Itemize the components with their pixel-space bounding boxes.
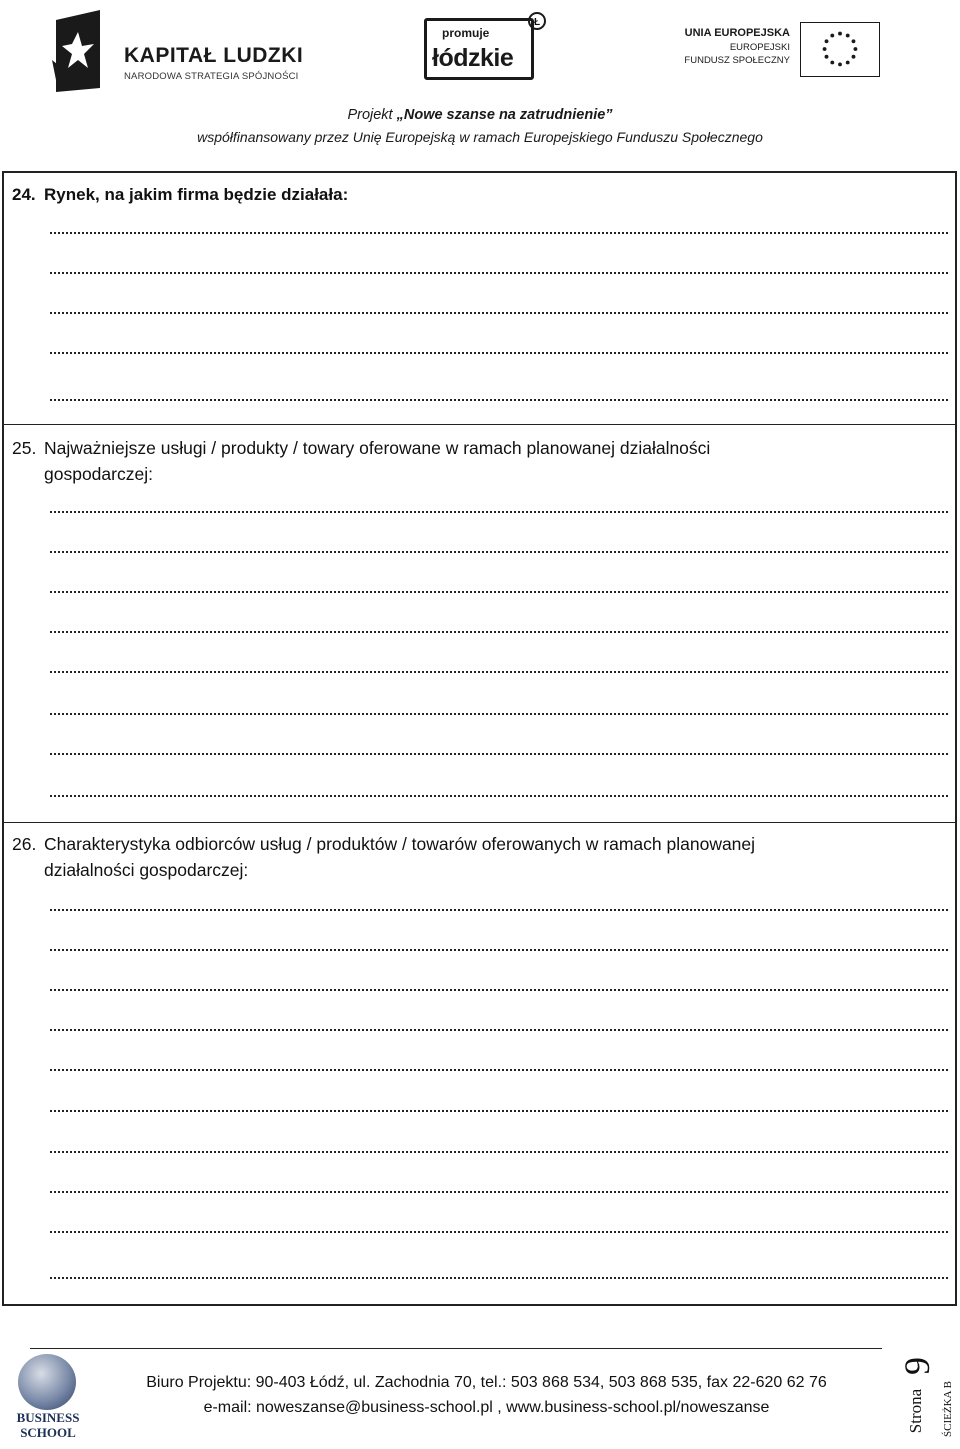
question-24-text: Rynek, na jakim firma będzie działała: — [44, 185, 349, 204]
answer-line[interactable] — [50, 270, 948, 274]
kapital-ludzki-title: KAPITAŁ LUDZKI — [124, 44, 304, 67]
answer-line[interactable] — [50, 230, 948, 234]
question-26-text: Charakterystyka odbiorców usług / produktów / towarów oferowanych w ramach planowanej — [44, 834, 756, 854]
path-label: ŚCIEŻKA B — [941, 1381, 954, 1437]
page-label: Strona — [906, 1388, 926, 1434]
kapital-ludzki-logo — [52, 10, 322, 92]
question-24-title — [12, 182, 935, 208]
answer-line[interactable] — [50, 549, 948, 553]
project-name: „Nowe szanse na zatrudnienie” — [396, 107, 613, 123]
business-school-logo-line1: BUSINESS — [16, 1410, 80, 1425]
project-title-line — [0, 107, 960, 123]
lodzkie-logo-name: łódzkie — [432, 44, 514, 72]
eu-logo — [680, 22, 886, 78]
eu-logo-line2: EUROPEJSKI — [729, 42, 790, 53]
business-school-logo — [12, 1354, 84, 1442]
answer-line[interactable] — [50, 350, 948, 354]
answer-line[interactable] — [50, 907, 948, 911]
footer-divider — [30, 1348, 882, 1349]
answer-line[interactable] — [50, 1067, 948, 1071]
footer-address: Biuro Projektu: 90-403 Łódź, ul. Zachodnia 70, tel.: 503 868 534, 503 868 535, fax 22-620 62 76 — [146, 1374, 827, 1391]
question-26-text-continued: działalności gospodarczej: — [44, 860, 249, 880]
question-24-number: 24. — [12, 185, 36, 204]
promuje-lodzkie-logo — [424, 12, 548, 82]
answer-line[interactable] — [50, 947, 948, 951]
question-25-number: 25. — [12, 438, 37, 458]
answer-line[interactable] — [50, 1108, 948, 1112]
eu-logo-line3: FUNDUSZ SPOŁECZNY — [684, 55, 790, 66]
question-25-text-continued: gospodarczej: — [44, 464, 153, 484]
answer-line[interactable] — [50, 711, 948, 715]
globe-icon — [18, 1354, 76, 1410]
footer-contact: e-mail: noweszanse@business-school.pl , www.business-school.pl/noweszanse — [203, 1399, 770, 1416]
question-26-title — [12, 831, 935, 883]
cofunding-line: współfinansowany przez Unię Europejską w ramach Europejskiego Funduszu Społecznego — [197, 129, 763, 145]
answer-line[interactable] — [50, 509, 948, 513]
answer-line[interactable] — [50, 629, 948, 633]
answer-line[interactable] — [50, 1229, 948, 1233]
question-26-number: 26. — [12, 834, 37, 854]
form-table — [2, 171, 957, 1306]
question-26-section — [4, 823, 955, 1304]
question-25-section — [4, 425, 955, 823]
answer-line[interactable] — [50, 1275, 948, 1279]
answer-line[interactable] — [50, 1149, 948, 1153]
lodzkie-logo-promuje: promuje — [442, 26, 490, 40]
business-school-logo-line2: SCHOOL — [20, 1425, 76, 1440]
project-prefix: Projekt — [347, 107, 397, 123]
eu-flag-icon — [800, 22, 880, 77]
page-side-label — [897, 1345, 958, 1445]
answer-line[interactable] — [50, 310, 948, 314]
page-number: 9 — [897, 1357, 937, 1375]
eu-logo-line1: UNIA EUROPEJSKA — [684, 27, 790, 39]
answer-line[interactable] — [50, 589, 948, 593]
question-24-section — [4, 173, 955, 425]
answer-line[interactable] — [50, 793, 948, 797]
answer-line[interactable] — [50, 1027, 948, 1031]
kapital-ludzki-subtitle: NARODOWA STRATEGIA SPÓJNOŚCI — [124, 71, 299, 82]
answer-line[interactable] — [50, 987, 948, 991]
kapital-ludzki-emblem-icon — [52, 10, 104, 92]
answer-line[interactable] — [50, 1189, 948, 1193]
lodzkie-l-mark: Ł — [528, 12, 546, 30]
answer-line[interactable] — [50, 669, 948, 673]
answer-line[interactable] — [50, 751, 948, 755]
question-25-title — [12, 435, 935, 487]
answer-line[interactable] — [50, 397, 948, 401]
question-25-text: Najważniejsze usługi / produkty / towary oferowane w ramach planowanej działalności — [44, 438, 711, 458]
